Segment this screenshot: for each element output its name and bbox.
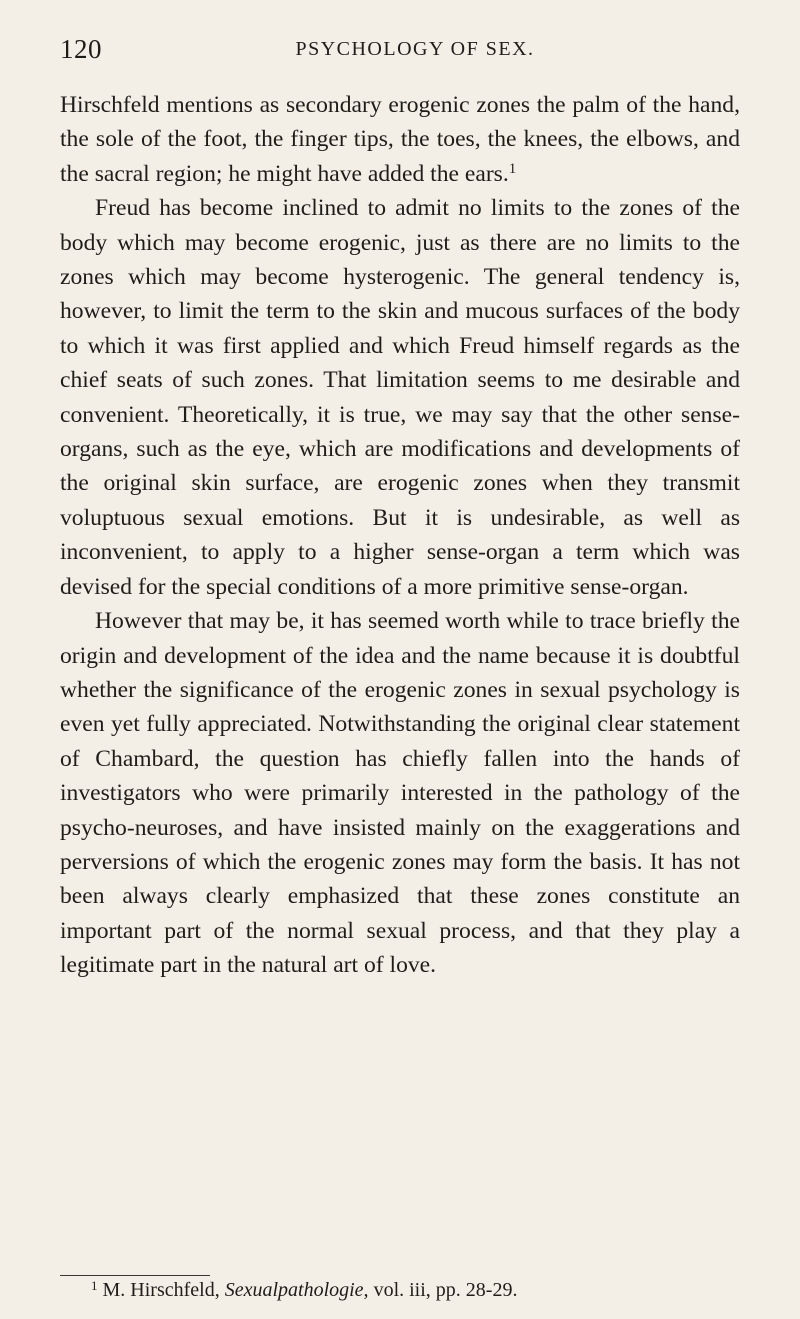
footnote-details: vol. iii, pp. 28-29. <box>368 1279 518 1301</box>
paragraph <box>60 88 740 191</box>
paragraph <box>60 191 740 604</box>
footnote-work-title: Sexualpathologie, <box>224 1279 369 1301</box>
paragraph-text: Hirschfeld mentions as secondary erogenic zones the palm of the hand, the sole of the foot, the finger tips, the toes, the knees, the elbows, and the sacral region; he might have added the ears. <box>60 92 740 187</box>
running-head <box>60 34 740 70</box>
body-text <box>60 88 740 983</box>
footnote-author: M. Hirschfeld, <box>102 1279 225 1301</box>
footnote-marker: 1 <box>91 1278 98 1293</box>
footnote-reference[interactable]: 1 <box>508 160 517 177</box>
running-title: PSYCHOLOGY OF SEX. <box>295 38 535 60</box>
paragraph-text: Freud has become inclined to admit no limits to the zones of the body which may become erogenic, just as there are no limits to the zones which may become hysterogenic. The general tendency is, however, to limit the term to the skin and mucous surfaces of the body to which it was first applied and which Freud himself regards as the chief seats of such zones. That limitation seems to me desirable and convenient. Theoretically, it is true, we may say that the other sense-organs, such as the eye, which are modifications and developments of the original skin surface, are erogenic zones when they transmit voluptuous sexual emotions. But it is undesirable, as well as inconvenient, to apply to a higher sense-organ a term which was devised for the special conditions of a more primitive sense-organ. <box>60 195 740 600</box>
page-number: 120 <box>60 34 102 64</box>
footnote <box>91 1276 517 1304</box>
paragraph <box>60 604 740 982</box>
book-page <box>60 0 740 1319</box>
paragraph-text: However that may be, it has seemed worth while to trace briefly the origin and development of the idea and the name because it is doubtful whether the significance of the erogenic zones in sexual psychology is even yet fully appreciated. Notwithstanding the original clear statement of Chambard, the question has chiefly fallen into the hands of investigators who were primarily interested in the pathology of the psycho-neuroses, and have insisted mainly on the exaggerations and perversions of which the erogenic zones may form the basis. It has not been always clearly emphasized that these zones constitute an important part of the normal sexual process, and that they play a legitimate part in the natural art of love. <box>60 608 740 979</box>
